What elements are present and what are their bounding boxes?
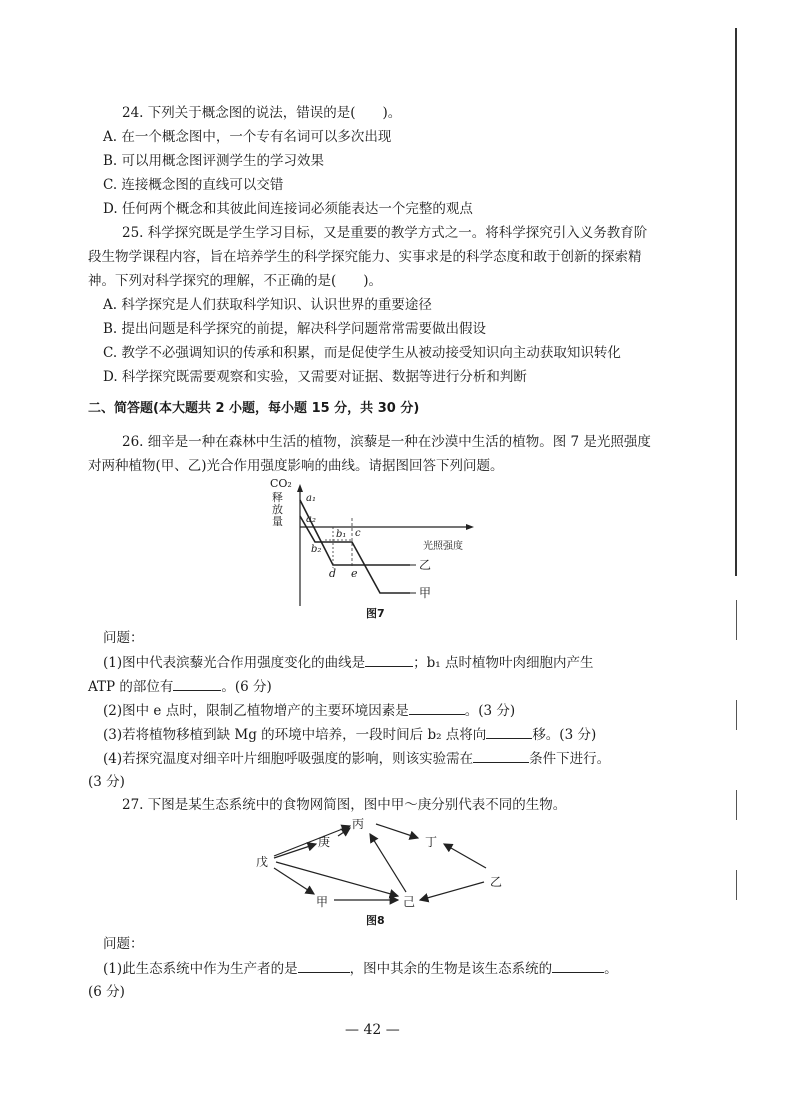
curve-label-jia: 甲 xyxy=(419,586,432,600)
q24-option-c: C. 连接概念图的直线可以交错 xyxy=(103,177,284,193)
answer-blank[interactable] xyxy=(409,700,465,715)
point-a1: a₁ xyxy=(306,493,316,504)
binding-dash xyxy=(736,700,737,730)
edge-wu-ji xyxy=(276,862,398,896)
q24-option-a: A. 在一个概念图中，一个专有名词可以多次出现 xyxy=(103,129,392,145)
q24-option-d: D. 任何两个概念和其彼此间连接词必须能表达一个完整的观点 xyxy=(103,201,473,217)
binding-dash xyxy=(736,790,737,820)
q25-option-d: D. 科学探究既需要观察和实验，又需要对证据、数据等进行分析和判断 xyxy=(103,369,527,385)
figure-8-food-web xyxy=(250,812,520,922)
y-axis-label-char: 量 xyxy=(272,515,283,528)
edge-wu-bing xyxy=(274,826,350,856)
q26-sub1-line1: (1)图中代表滨藜光合作用强度变化的曲线是 ；b₁ 点时植物叶肉细胞内产生 xyxy=(103,652,593,673)
answer-blank[interactable] xyxy=(173,676,221,691)
q25-option-c: C. 教学不必强调知识的传承和积累，而是促使学生从被动接受知识向主动获取知识转化 xyxy=(103,345,621,361)
section-heading: 二、简答题(本大题共 2 小题，每小题 15 分，共 30 分) xyxy=(88,401,420,416)
edge-yi-ding xyxy=(444,844,486,868)
q26-stem-line: 对两种植物(甲、乙)光合作用强度影响的曲线。请据图回答下列问题。 xyxy=(88,458,504,474)
q26-sub2: (2)图中 e 点时，限制乙植物增产的主要环境因素是 。(3 分) xyxy=(103,700,515,721)
point-b1: b₁ xyxy=(336,529,347,540)
y-axis-label-char: 释 xyxy=(272,491,283,504)
q26-sub4: (4)若探究温度对细辛叶片细胞呼吸强度的影响，则该实验需在 条件下进行。 xyxy=(103,748,610,769)
x-axis-arrow xyxy=(466,524,474,530)
q27-questions-label: 问题： xyxy=(103,936,144,952)
q26-sub1-line2: ATP 的部位有 。(6 分) xyxy=(88,676,272,697)
q24-option-b: B. 可以用概念图评测学生的学习效果 xyxy=(103,153,325,169)
binding-dash xyxy=(736,870,737,900)
point-a2: a₂ xyxy=(306,514,316,525)
edge-ji-bing xyxy=(370,834,406,892)
node-yi: 乙 xyxy=(490,875,503,889)
curve-label-yi: 乙 xyxy=(419,558,432,572)
edge-bing-ding xyxy=(376,824,418,838)
page-number: — 42 — xyxy=(345,1022,400,1038)
point-b2: b₂ xyxy=(311,544,322,555)
node-jia: 甲 xyxy=(316,895,329,909)
node-ding: 丁 xyxy=(425,835,438,849)
node-wu: 戊 xyxy=(256,855,269,869)
point-d: d xyxy=(329,567,337,580)
edge-wu-jia xyxy=(274,868,314,894)
node-geng: 庚 xyxy=(318,835,331,849)
binding-dash xyxy=(736,600,737,640)
y-axis-label-co2: CO₂ xyxy=(270,477,292,490)
q25-stem-line: 神。下列对科学探究的理解，不正确的是( )。 xyxy=(88,273,383,289)
edge-yi-ji xyxy=(420,882,484,900)
q26-questions-label: 问题： xyxy=(103,630,144,646)
point-c: c xyxy=(355,528,361,539)
answer-blank[interactable] xyxy=(365,652,413,667)
node-bing: 丙 xyxy=(352,817,365,831)
binding-rule xyxy=(735,28,737,576)
edge-geng-bing xyxy=(338,828,350,836)
figure-8-caption: 图8 xyxy=(366,914,385,927)
q26-sub3: (3)若将植物移植到缺 Mg 的环境中培养，一段时间后 b₂ 点将向 移。(3 分) xyxy=(103,724,596,745)
y-axis-label-char: 放 xyxy=(272,503,283,516)
q25-option-a: A. 科学探究是人们获取科学知识、认识世界的重要途径 xyxy=(103,297,432,313)
q25-stem-line: 25. 科学探究既是学生学习目标，又是重要的教学方式之一。将科学探究引入义务教育阶 xyxy=(122,225,648,241)
x-axis-label: 光照强度 xyxy=(423,541,463,552)
q26-stem-line: 26. 细辛是一种在森林中生活的植物，滨藜是一种在沙漠中生活的植物。图 7 是光照强度 xyxy=(122,434,651,450)
point-e: e xyxy=(351,567,358,580)
q24-stem: 24. 下列关于概念图的说法，错误的是( )。 xyxy=(122,105,402,121)
figure-7-caption: 图7 xyxy=(366,607,385,620)
q27-sub1: (1)此生态系统中作为生产者的是 ，图中其余的生物是该生态系统的 。 xyxy=(103,958,618,979)
answer-blank[interactable] xyxy=(473,748,529,763)
q26-sub4-score: (3 分) xyxy=(88,774,125,790)
q27-stem: 27. 下图是某生态系统中的食物网简图，图中甲～庚分别代表不同的生物。 xyxy=(122,797,567,813)
node-ji: 己 xyxy=(403,895,416,909)
edge-wu-geng xyxy=(274,844,316,858)
answer-blank[interactable] xyxy=(298,958,350,973)
q25-option-b: B. 提出问题是科学探究的前提，解决科学问题常常需要做出假设 xyxy=(103,321,487,337)
answer-blank[interactable] xyxy=(552,958,604,973)
y-axis-arrow xyxy=(297,484,303,492)
answer-blank[interactable] xyxy=(486,724,532,739)
q27-sub1-score: (6 分) xyxy=(88,984,125,1000)
q25-stem-line: 段生物学课程内容，旨在培养学生的科学探究能力、实事求是的科学态度和敢于创新的探索精 xyxy=(88,249,642,265)
